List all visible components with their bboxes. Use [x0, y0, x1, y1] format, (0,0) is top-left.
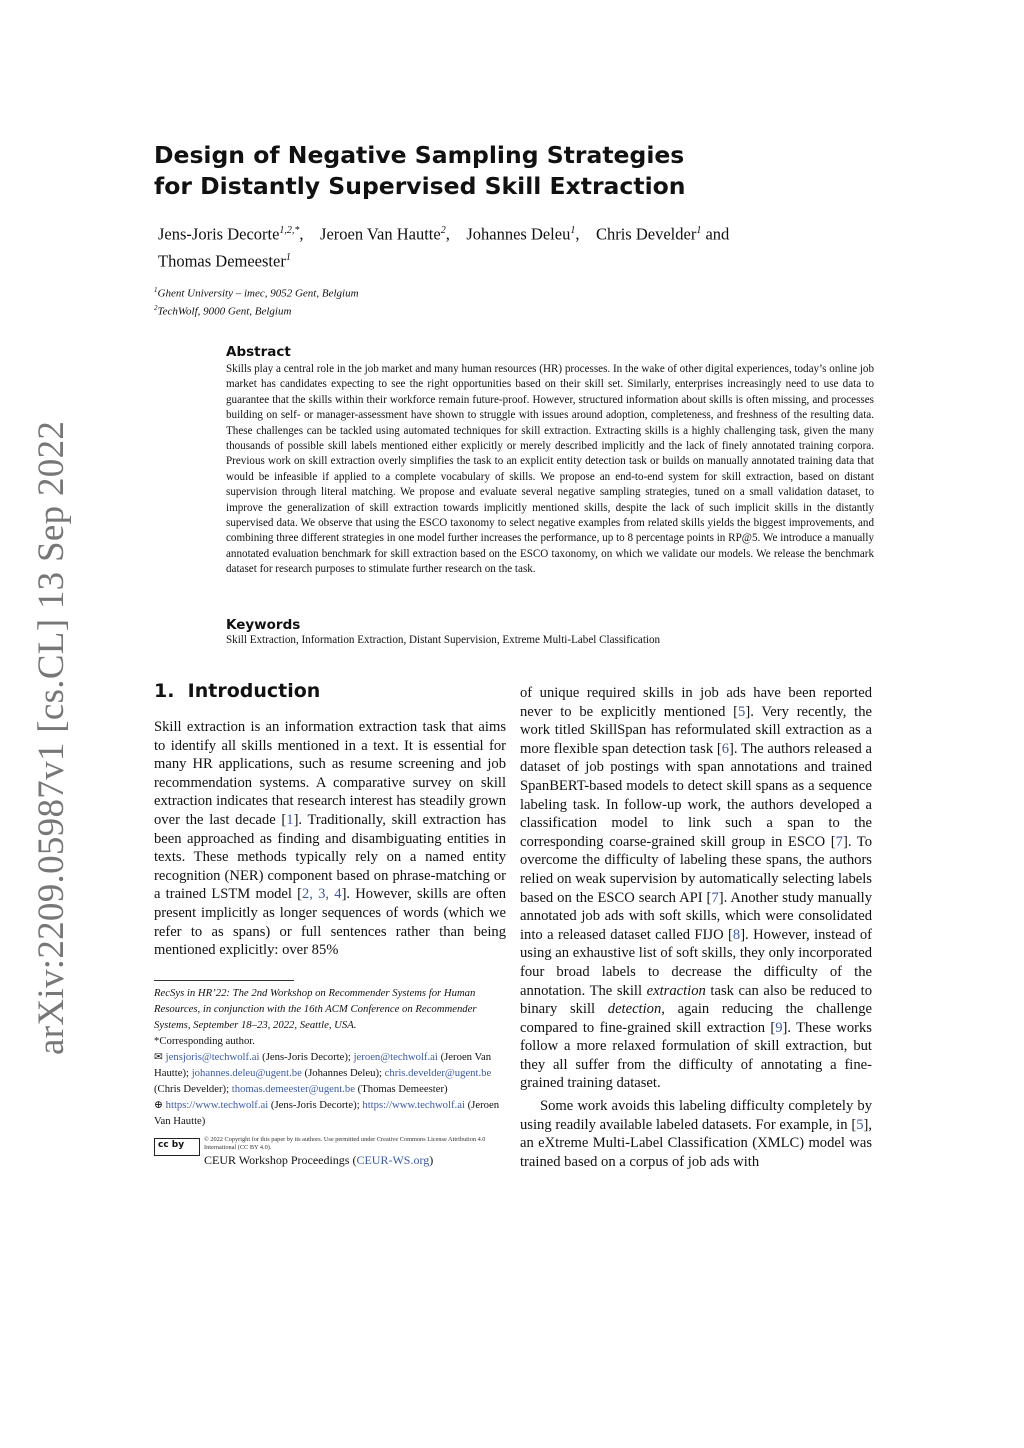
- affiliation-2: [154, 304, 291, 318]
- affiliation-text: TechWolf, 9000 Gent, Belgium: [157, 305, 292, 318]
- text-run: ]. However, skills are often present implicitly as longer sequences of words (which we refer to as spans) or full sentences rather than being mentioned explicitly: over 85%: [154, 886, 506, 959]
- text-run: ]. Very recently, the work titled SkillSpan has reformulated skill extraction as a more flexible span detection task [: [520, 703, 872, 757]
- globe-icon: ⊕: [154, 1099, 163, 1111]
- author-name: Chris Develder: [595, 224, 697, 244]
- author-name: Johannes Deleu: [466, 224, 571, 244]
- envelope-icon: ✉: [154, 1051, 163, 1063]
- citation-link[interactable]: 8: [732, 926, 741, 943]
- email-link[interactable]: thomas.demeester@ugent.be: [231, 1083, 355, 1095]
- left-column: [154, 718, 506, 960]
- email-link[interactable]: johannes.deleu@ugent.be: [191, 1067, 302, 1079]
- affiliation-sup: 2: [154, 304, 158, 312]
- email-owner: (Thomas Demeester): [354, 1083, 448, 1095]
- citation-link[interactable]: 7: [835, 833, 843, 850]
- author-star: *: [294, 225, 300, 236]
- affiliation-sup: 1: [154, 286, 158, 294]
- author-affil-sup: 2: [440, 225, 446, 236]
- abstract-text: Skills play a central role in the job market and many human resources (HR) processes. In the wake of other digital experiences, today’s online job market has candidates expecting to see the right opportunities based on their skill set. Similarly, enterprises increasingly need to use data to guarantee that the skills within their workforce remain future-proof. However, structured information about skills is often missing, and processes building on self- or manager-assessment have shown to struggle with issues around adoption, completeness, and freshness of the resulting data. These challenges can be tackled using automated techniques for skill extraction. Extracting skills is a highly challenging task, given the many thousands of possible skill labels mentioned either explicitly or merely described implicitly and the lack of finely annotated training corpora. Previous work on skill extraction overly simplifies the task to an explicit entity detection task or builds on manually annotated training data that would be infeasible if applied to a complete vocabulary of skills. We propose an end-to-end system for skill extraction, based on distant supervision through literal matching. We propose and evaluate several negative sampling strategies, tuned on a small validation dataset, to improve the generalization of skill extraction towards implicitly mentioned skills, despite the lack of such implicit skills in the distantly supervised data. We observe that using the ESCO taxonomy to select negative examples from related skills yields the biggest improvements, and combining three different strategies in one model further increases the performance, up to 8 percentage points in RP@5. We introduce a manually annotated evaluation benchmark for skill extraction based on the ESCO taxonomy, on which we validate our models. We release the benchmark dataset for research purposes to stimulate further research on the task.: [226, 363, 874, 576]
- author-affil-sup: 1,2,: [279, 225, 295, 236]
- author-list: [158, 219, 858, 272]
- citation-link[interactable]: 5: [738, 703, 746, 720]
- text-run: Skill extraction is an information extraction task that aims to identify all skills mentioned in a text. It is essential for many HR applications, such as resume screening and job recommendation systems. A comparative survey on skill extraction indicates that research interest has steadily grown over the last decade [: [154, 719, 506, 828]
- citation-link[interactable]: 2, 3, 4: [302, 886, 342, 903]
- title-line-2: for Distantly Supervised Skill Extraction: [154, 172, 686, 200]
- footnote-venue: RecSys in HR’22: The 2nd Workshop on Recommender Systems for Human Resources, in conjunction with the 16th ACM Conference on Recommender Systems, September 18–23, 2022, Seattle, USA.: [154, 987, 477, 1031]
- author-name: Thomas Demeester: [158, 251, 286, 270]
- citation-link[interactable]: 5: [856, 1116, 864, 1133]
- author-sep: and: [701, 224, 730, 244]
- author-sep: ,: [445, 224, 463, 244]
- author-affil-sup: 1: [285, 251, 291, 263]
- intro-paragraph: [520, 684, 872, 1093]
- email-link[interactable]: chris.develder@ugent.be: [384, 1067, 492, 1079]
- citation-link[interactable]: 1: [286, 811, 294, 828]
- affiliation-text: Ghent University – imec, 9052 Gent, Belgium: [157, 287, 359, 300]
- ceur-prefix: CEUR Workshop Proceedings (: [204, 1153, 357, 1167]
- url-owner: (Jeroen Van Hautte): [154, 1099, 500, 1127]
- url-link[interactable]: https://www.techwolf.ai: [362, 1099, 465, 1111]
- text-run: Some work avoids this labeling difficulty completely by using readily available labeled datasets. For example, in [: [520, 1098, 872, 1133]
- ceur-link[interactable]: CEUR-WS.org: [356, 1153, 430, 1167]
- abstract-heading: Abstract: [226, 344, 291, 360]
- email-link[interactable]: jensjoris@techwolf.ai: [165, 1051, 260, 1063]
- url-link[interactable]: https://www.techwolf.ai: [165, 1099, 269, 1111]
- keywords-heading: Keywords: [226, 617, 301, 633]
- email-link[interactable]: jeroen@techwolf.ai: [353, 1051, 438, 1063]
- footnote-divider: [154, 980, 294, 981]
- footnote-emails: [154, 1049, 506, 1097]
- footnote: [154, 985, 506, 1129]
- paper-title: [154, 140, 854, 202]
- author-affil-sup: 1: [570, 225, 576, 236]
- author-name: Jens-Joris Decorte: [158, 224, 280, 244]
- email-owner: (Johannes Deleu);: [301, 1067, 385, 1079]
- text-run: ]. To overcome the difficulty of labeling these spans, the authors relied on weak supervision by automatically selecting labels based on the ESCO search API [: [520, 833, 873, 906]
- text-run: ]. Another study manually annotated job ads with soft skills, which were consolidated into a released dataset called FIJO [: [520, 889, 873, 943]
- citation-link[interactable]: 7: [711, 889, 719, 906]
- right-column: [520, 684, 872, 1171]
- emphasis-text: extraction: [646, 982, 706, 999]
- ceur-suffix: ): [429, 1153, 434, 1167]
- ceur-proceedings: [204, 1153, 433, 1168]
- emphasis-text: detection: [607, 1001, 662, 1018]
- footnote-corresponding: *Corresponding author.: [154, 1035, 255, 1047]
- text-run: ], an eXtreme Multi-Label Classification (XMLC) model was trained based on a corpus of job ads with: [520, 1116, 872, 1170]
- text-run: of unique required skills in job ads have been reported never to be explicitly mentioned [: [520, 685, 872, 720]
- text-run: ]. However, instead of using an exhaustive list of soft skills, they only incorporated four broad labels to decrease the difficulty of the annotation. The skill: [520, 926, 872, 999]
- author-sep: ,: [575, 224, 592, 244]
- citation-link[interactable]: 6: [721, 740, 729, 757]
- author-sep: ,: [299, 224, 316, 244]
- title-line-1: Design of Negative Sampling Strategies: [154, 141, 685, 169]
- footnote-urls: [154, 1097, 506, 1129]
- text-run: task can also be reduced to binary skill: [520, 982, 873, 1018]
- text-run: ]. The authors released a dataset of job postings with span annotations and trained SpanBERT-based models to detect skill spans as a sequence labeling task. In follow-up work, the authors developed a classification model to link such a span to the corresponding coarse-grained skill group in ESCO [: [520, 740, 872, 850]
- arxiv-identifier: arXiv:2209.05987v1 [cs.CL] 13 Sep 2022: [31, 420, 72, 1055]
- affiliation-1: [154, 286, 359, 300]
- email-owner: (Jeroen Van Hautte);: [154, 1051, 492, 1079]
- text-run: ]. These works follow a more relaxed formulation of skill extraction, but they all suffer from the difficulty of annotating a fine-grained training dataset.: [520, 1019, 872, 1092]
- cc-badge-label: cc by: [158, 1140, 185, 1150]
- text-run: ]. Traditionally, skill extraction has been approached as finding and disambiguating entities in texts. These methods typically rely on a named entity recognition (NER) component based on phrase-matching or a trained LSTM model [: [154, 811, 506, 903]
- cc-by-license-icon: [154, 1138, 200, 1156]
- section-heading-introduction: 1. Introduction: [154, 680, 321, 702]
- intro-paragraph: [520, 1097, 872, 1171]
- author-name: Jeroen Van Hautte: [320, 224, 441, 244]
- keywords-text: Skill Extraction, Information Extraction, Distant Supervision, Extreme Multi-Label Classification: [226, 634, 661, 646]
- url-owner: (Jens-Joris Decorte);: [268, 1099, 363, 1111]
- citation-link[interactable]: 9: [775, 1019, 783, 1036]
- email-owner: (Jens-Joris Decorte);: [259, 1051, 354, 1063]
- intro-paragraph: [154, 718, 506, 960]
- copyright-notice: © 2022 Copyright for this paper by its authors. Use permitted under Creative Commons License Attribution 4.0 International (CC BY 4.0).: [204, 1136, 486, 1151]
- author-affil-sup: 1: [696, 225, 702, 236]
- text-run: , again reducing the challenge compared to fine-grained skill extraction [: [520, 1001, 872, 1036]
- email-owner: (Chris Develder);: [154, 1083, 232, 1095]
